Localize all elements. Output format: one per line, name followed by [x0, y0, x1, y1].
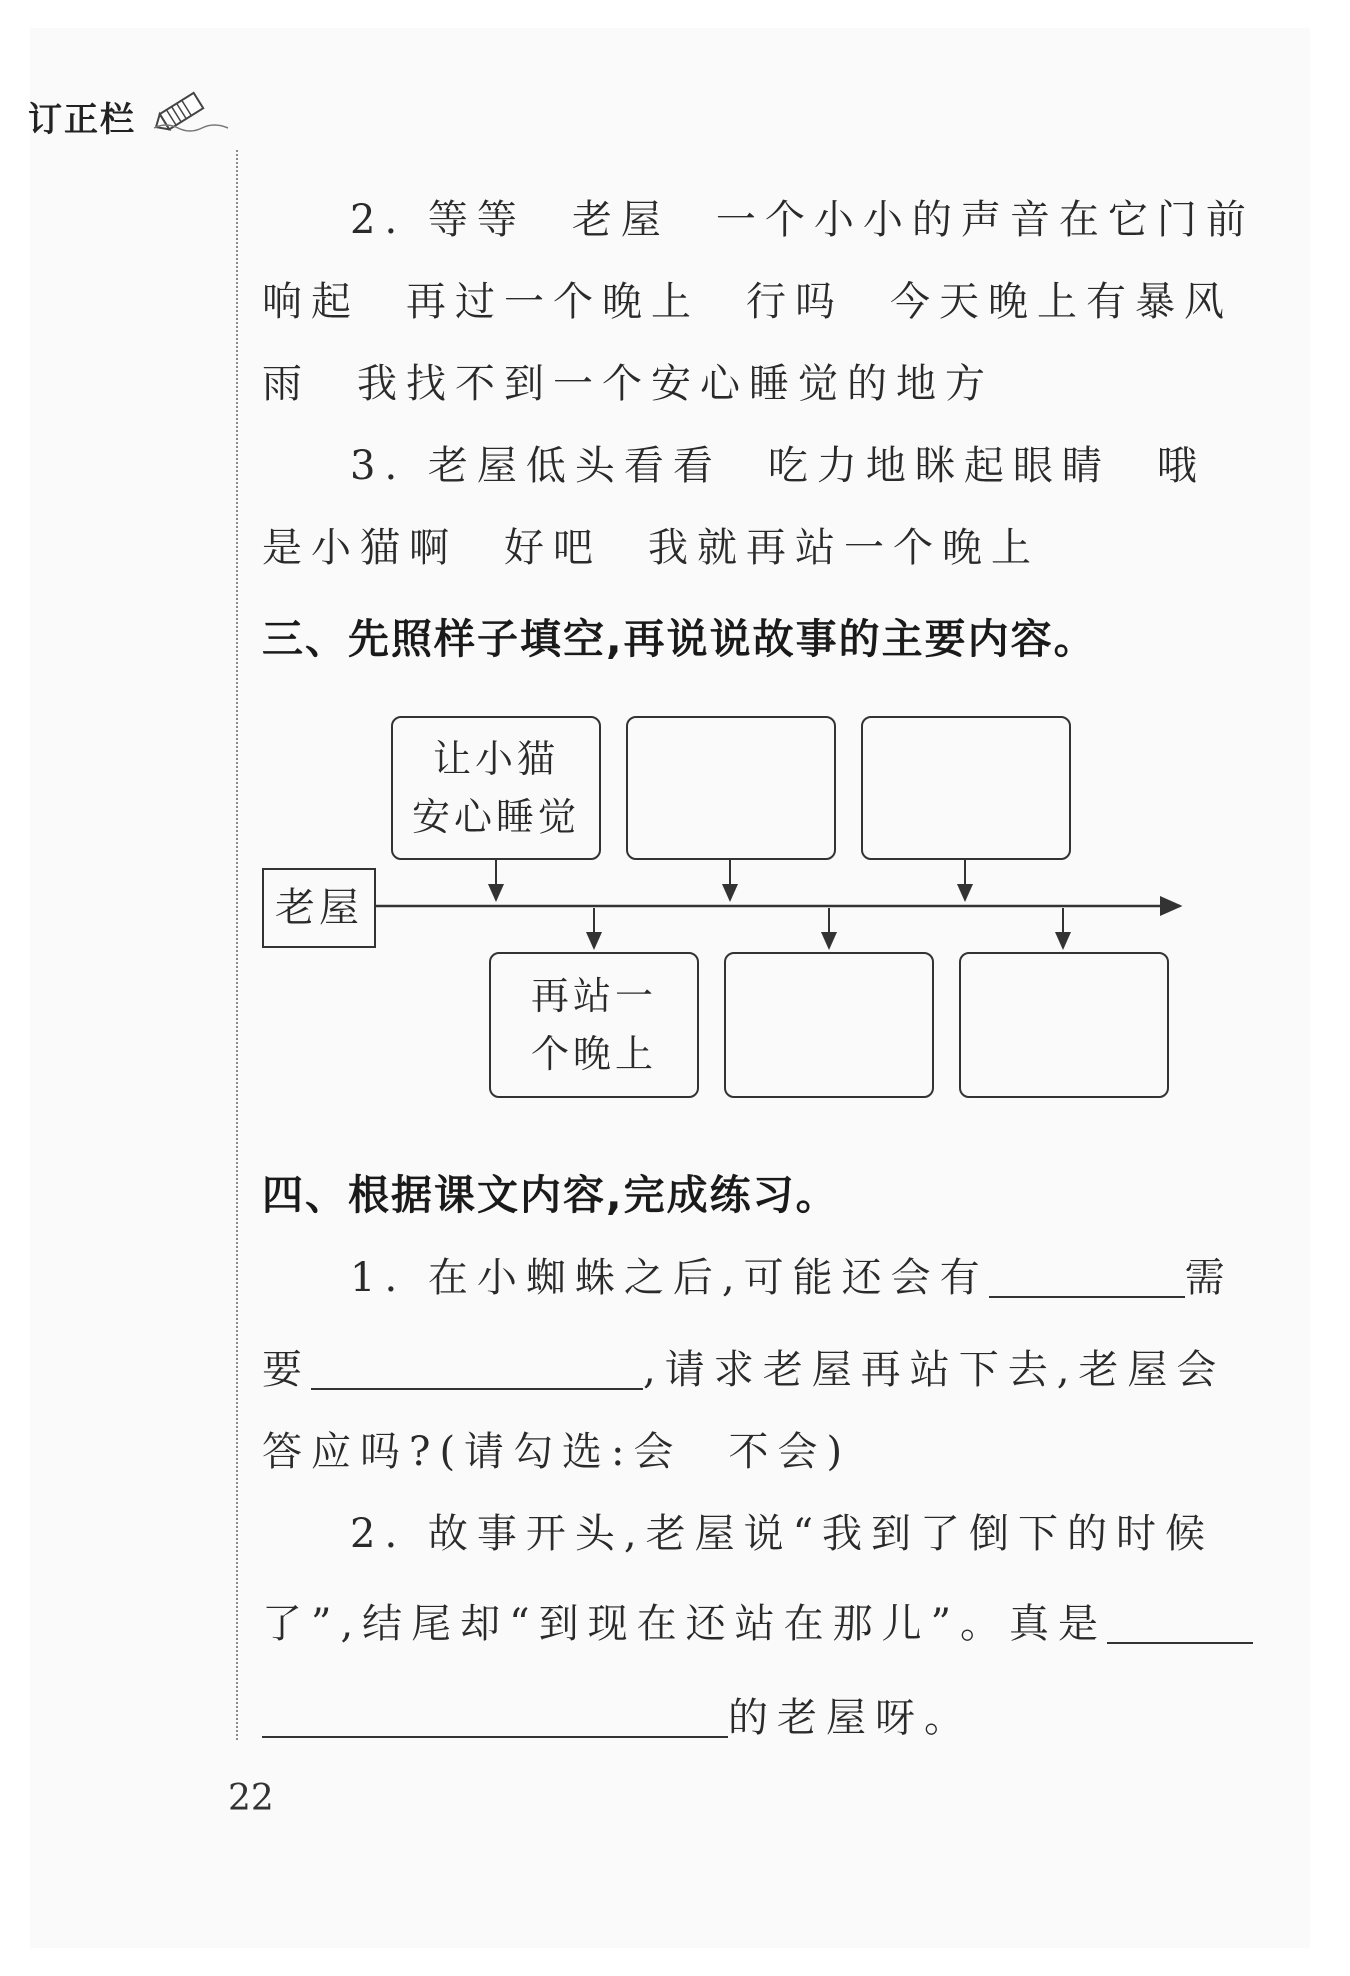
text-segment: 了”,结尾却“到现在还站在那儿”。真是 — [262, 1601, 1108, 1647]
s4-q2-line-3 — [262, 1695, 973, 1741]
text-segment: 吃力地眯起眼睛 — [767, 443, 1111, 489]
text-segment: 1. 在小蜘蛛之后,可能还会有 — [350, 1255, 989, 1301]
text-segment: 2. 故事开头,老屋说“我到了倒下的时候 — [350, 1511, 1215, 1557]
q3-line-1 — [350, 443, 1206, 489]
margin-divider — [236, 150, 238, 1740]
box-line: 安心睡觉 — [411, 795, 580, 839]
text-segment: 行吗 — [746, 279, 844, 325]
answer-blank[interactable] — [989, 1260, 1185, 1298]
text-segment: 答应吗?(请勾选:会 — [262, 1429, 683, 1475]
text-segment: 我就再站一个晚上 — [648, 525, 1040, 571]
s4-q2-line-2 — [262, 1601, 1253, 1647]
text-segment: 一个小小的声音在它门前 — [715, 197, 1255, 243]
text-segment: 2. 等等 — [350, 197, 526, 243]
page-number: 22 — [228, 1778, 274, 1819]
answer-blank[interactable] — [311, 1352, 643, 1390]
text-segment: 哦 — [1156, 443, 1206, 489]
diagram-bottom-box-3[interactable] — [959, 952, 1169, 1098]
box-line: 个晚上 — [530, 1032, 657, 1076]
diagram-top-box-1 — [391, 716, 601, 860]
text-segment: 要 — [262, 1347, 311, 1393]
diagram-top-box-3[interactable] — [861, 716, 1071, 860]
pencil-icon — [148, 82, 238, 142]
text-segment: 今天晚上有暴风 — [890, 279, 1233, 325]
s4-q2-line-1 — [350, 1511, 1215, 1557]
q3-line-2 — [262, 525, 1040, 571]
section-4-heading: 四、根据课文内容,完成练习。 — [262, 1171, 839, 1219]
section-3-heading: 三、先照样子填空,再说说故事的主要内容。 — [262, 615, 1097, 663]
text-segment: 响起 — [262, 279, 360, 325]
answer-blank[interactable] — [262, 1700, 728, 1738]
text-segment: ,请求老屋再站下去,老屋会 — [643, 1347, 1226, 1393]
text-segment: 老屋 — [571, 197, 670, 243]
q2-line-3 — [262, 361, 994, 407]
diagram-start-box: 老屋 — [262, 868, 376, 948]
s4-q1-line-2 — [262, 1347, 1226, 1393]
box-line: 让小猫 — [432, 737, 559, 781]
diagram-top-box-2[interactable] — [626, 716, 836, 860]
text-segment: 3. 老屋低头看看 — [350, 443, 722, 489]
text-segment: 雨 — [262, 361, 311, 407]
answer-blank[interactable] — [1107, 1606, 1253, 1644]
diagram-bottom-box-1 — [489, 952, 699, 1098]
margin-tab-label: 订正栏 — [28, 100, 136, 140]
q2-line-1 — [350, 197, 1255, 243]
text-segment: 需 — [1184, 1255, 1234, 1301]
text-segment: 再过一个晚上 — [406, 279, 700, 325]
diagram-bottom-box-2[interactable] — [724, 952, 934, 1098]
text-segment: 好吧 — [504, 525, 602, 571]
s4-q1-line-3 — [262, 1429, 852, 1475]
box-line: 再站一 — [530, 974, 657, 1018]
text-segment: 不会) — [728, 1429, 852, 1475]
text-segment: 我找不到一个安心睡觉的地方 — [357, 361, 994, 407]
s4-q1-line-1 — [350, 1255, 1234, 1301]
q2-line-2 — [262, 279, 1233, 325]
text-segment: 是小猫啊 — [262, 525, 458, 571]
text-segment: 的老屋呀。 — [728, 1695, 973, 1741]
